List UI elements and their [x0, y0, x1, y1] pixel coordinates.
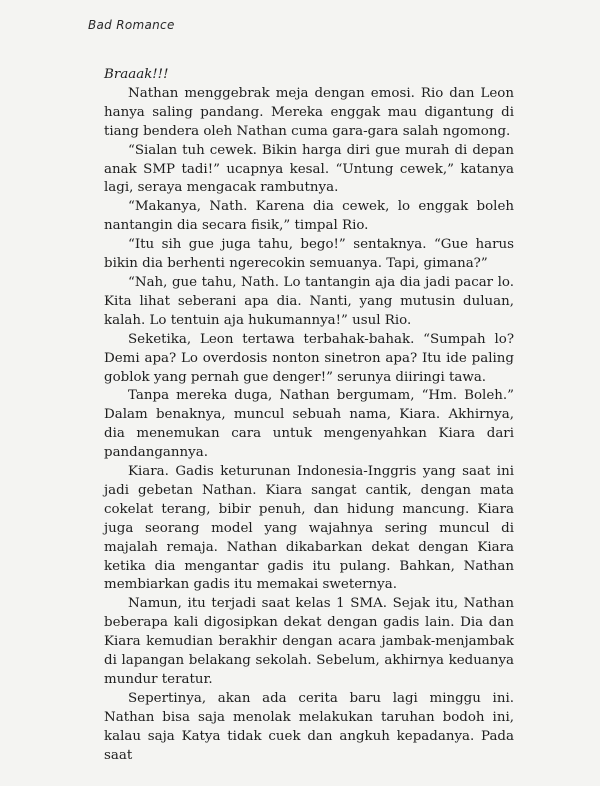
running-title: Bad Romance [88, 18, 175, 32]
paragraph: “Itu sih gue juga tahu, bego!” sentaknya. “Gue harus bikin dia berhenti ngerecokin semuanya. Tapi, gimana?” [104, 237, 514, 272]
paragraph-opening: Braaak!!! [104, 67, 169, 82]
paragraph: “Makanya, Nath. Karena dia cewek, lo enggak boleh nantangin dia secara fisik,” timpal Rio. [104, 199, 514, 234]
chapter-body [104, 66, 514, 766]
paragraph: Nathan menggebrak meja dengan emosi. Rio dan Leon hanya saling pandang. Mereka enggak mau digantung di tiang bendera oleh Nathan cuma gara-gara salah ngomong. [104, 85, 514, 139]
paragraph: Sepertinya, akan ada cerita baru lagi minggu ini. Nathan bisa saja menolak melakukan taruhan bodoh ini, kalau saja Katya tidak cuek dan angkuh kepadanya. Pada saat [104, 690, 514, 763]
paragraph: Kiara. Gadis keturunan Indonesia-Inggris yang saat ini jadi gebetan Nathan. Kiara sangat cantik, dengan mata cokelat terang, bibir penuh, dan hidung mancung. Kiara juga seorang model yang wajahnya sering muncul di majalah remaja. Nathan dikabarkan dekat dengan Kiara ketika dia mengantar gadis itu pulang. Bahkan, Nathan membiarkan gadis itu memakai sweternya. [104, 464, 514, 593]
paragraph: Tanpa mereka duga, Nathan bergumam, “Hm. Boleh.” Dalam benaknya, muncul sebuah nama, Kiara. Akhirnya, dia menemukan cara untuk mengenyahkan Kiara dari pandangannya. [104, 388, 514, 461]
paragraph: Seketika, Leon tertawa terbahak-bahak. “Sumpah lo? Demi apa? Lo overdosis nonton sinetron apa? Itu ide paling goblok yang pernah gue denger!” serunya diiringi tawa. [104, 331, 514, 385]
paragraph: “Sialan tuh cewek. Bikin harga diri gue murah di depan anak SMP tadi!” ucapnya kesal. “Untung cewek,” katanya lagi, seraya mengacak rambutnya. [104, 142, 514, 196]
paragraph: Namun, itu terjadi saat kelas 1 SMA. Sejak itu, Nathan beberapa kali digosipkan dekat dengan gadis lain. Dia dan Kiara kemudian berakhir dengan acara jambak-menjambak di lapangan belakang sekolah. Sebelum, akhirnya keduanya mundur teratur. [104, 596, 514, 687]
paragraph: “Nah, gue tahu, Nath. Lo tantangin aja dia jadi pacar lo. Kita lihat seberani apa dia. Nanti, yang mutusin duluan, kalah. Lo tentuin aja hukumannya!” usul Rio. [104, 274, 514, 328]
